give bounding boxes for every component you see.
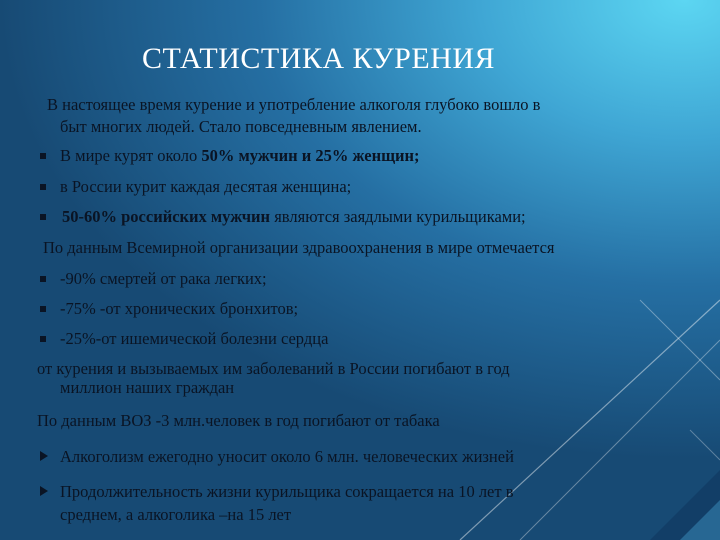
bullet-russian-men: 50-60% российских мужчин являются заядлыми курильщиками;: [62, 207, 526, 226]
bullet-marker: [40, 276, 46, 282]
bullet-heart-disease: -25%-от ишемической болезни сердца: [60, 329, 329, 348]
bullet-marker: [40, 214, 46, 220]
slide-title: СТАТИСТИКА КУРЕНИЯ: [142, 42, 496, 75]
bullet-bronchitis: -75% -от хронических бронхитов;: [60, 299, 299, 318]
who-statement: По данным Всемирной организации здравоохранения в мире отмечается: [43, 238, 555, 257]
life-expectancy-line-1: Продолжительность жизни курильщика сокращается на 10 лет в: [60, 482, 514, 501]
bullet-lung-cancer: -90% смертей от рака легких;: [60, 269, 267, 288]
russia-deaths-line-2: миллион наших граждан: [60, 378, 235, 397]
bullet-marker: [40, 184, 46, 190]
arrow-bullet-icon: [40, 451, 48, 461]
bullet-world-smokers: В мире курят около 50% мужчин и 25% женщин;: [60, 146, 420, 165]
bullet-marker: [40, 153, 46, 159]
russia-deaths-line-1: от курения и вызываемых им заболеваний в России погибают в год: [37, 359, 510, 378]
bullet-russia-women: в России курит каждая десятая женщина;: [60, 177, 352, 196]
arrow-bullet-icon: [40, 486, 48, 496]
life-expectancy-line-2: среднем, а алкоголика –на 15 лет: [60, 505, 292, 524]
bullet-marker: [40, 336, 46, 342]
intro-line-1: В настоящее время курение и употребление алкоголя глубоко вошло в: [47, 95, 541, 114]
alcoholism-deaths: Алкоголизм ежегодно уносит около 6 млн. человеческих жизней: [60, 447, 514, 466]
bullet-marker: [40, 306, 46, 312]
voz-statement: По данным ВОЗ -3 млн.человек в год погибают от табака: [37, 411, 440, 430]
intro-line-2: быт многих людей. Стало повседневным явлением.: [60, 117, 422, 136]
